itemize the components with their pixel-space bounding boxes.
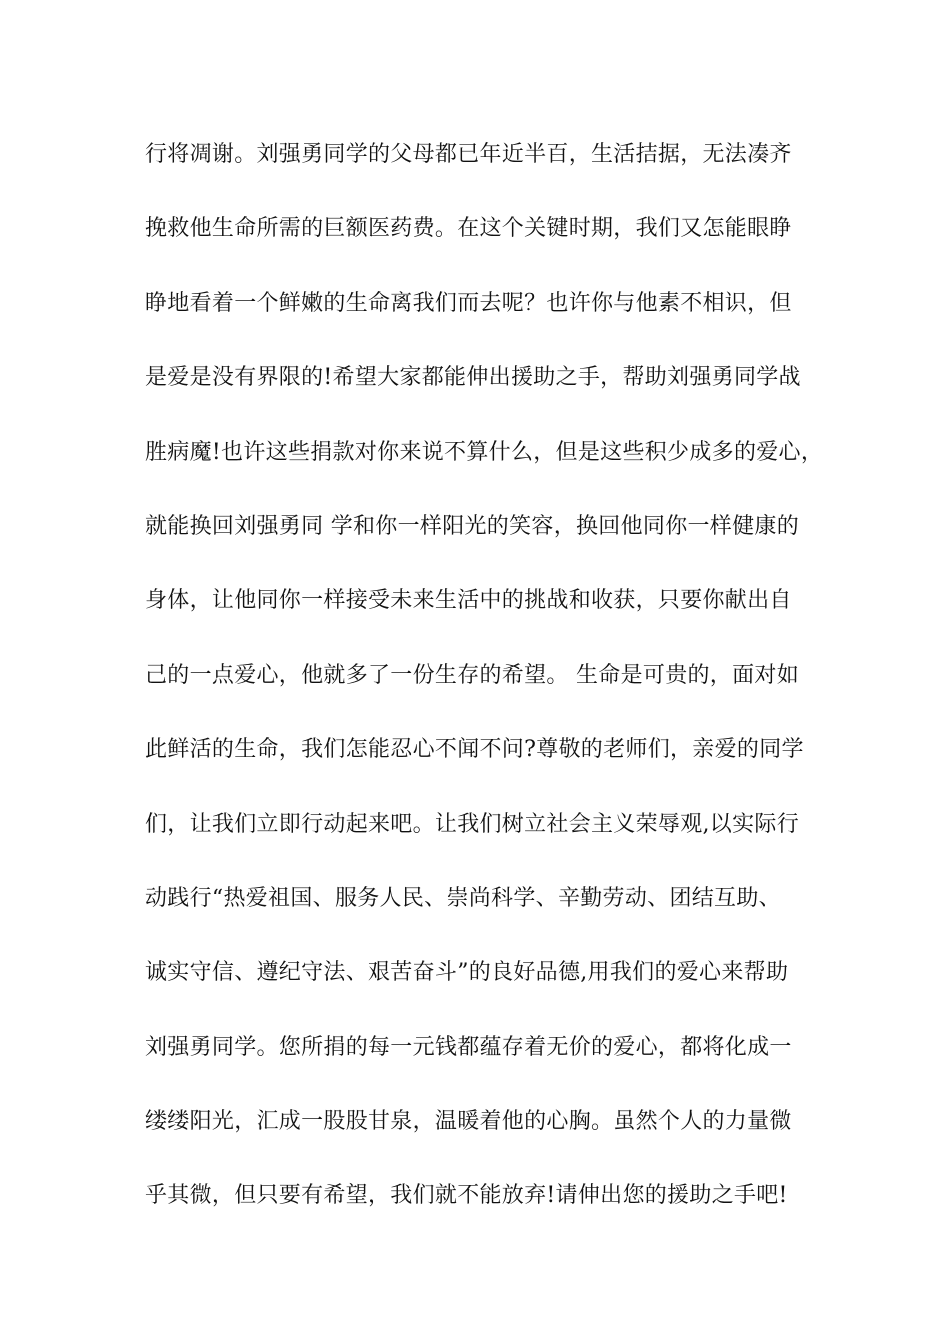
text-line: 此鲜活的生命，我们怎能忍心不闻不问?尊敬的老师们，亲爱的同学 (145, 737, 804, 763)
text-line: 行将凋谢。刘强勇同学的父母都已年近半百，生活拮据，无法凑齐 (145, 142, 792, 167)
text-line: 刘强勇同学。您所捐的每一元钱都蕴存着无价的爱心，都将化成一 (145, 1034, 792, 1060)
text-line: 动践行“热爱祖国、服务人民、崇尚科学、辛勤劳动、团结互助、 (145, 885, 781, 911)
text-line: 诚实守信、遵纪守法、艰苦奋斗”的良好品德,用我们的爱心来帮助 (145, 960, 789, 986)
text-line: 身体，让他同你一样接受未来生活中的挑战和收获，只要你献出自 (145, 588, 792, 614)
text-line: 缕缕阳光，汇成一股股甘泉，温暖着他的心胸。虽然个人的力量微 (145, 1109, 792, 1135)
text-line: 己的一点爱心，他就多了一份生存的希望。 生命是可贵的，面对如 (145, 662, 799, 688)
text-line: 乎其微，但只要有希望，我们就不能放弃!请伸出您的援助之手吧! (145, 1183, 788, 1209)
text-line: 就能换回刘强勇同 学和你一样阳光的笑容，换回他同你一样健康的 (145, 513, 799, 539)
text-line: 胜病魔!也许这些捐款对你来说不算什么，但是这些积少成多的爱心， (145, 439, 824, 465)
body-text (145, 128, 825, 1244)
text-line: 是爱是没有界限的!希望大家都能伸出援助之手，帮助刘强勇同学战 (145, 365, 801, 391)
text-line: 挽救他生命所需的巨额医药费。在这个关键时期，我们又怎能眼睁 (145, 216, 792, 242)
text-line: 们，让我们立即行动起来吧。让我们树立社会主义荣辱观,以实际行 (145, 811, 799, 837)
text-line: 睁地看着一个鲜嫩的生命离我们而去呢？也许你与他素不相识，但 (145, 290, 792, 316)
